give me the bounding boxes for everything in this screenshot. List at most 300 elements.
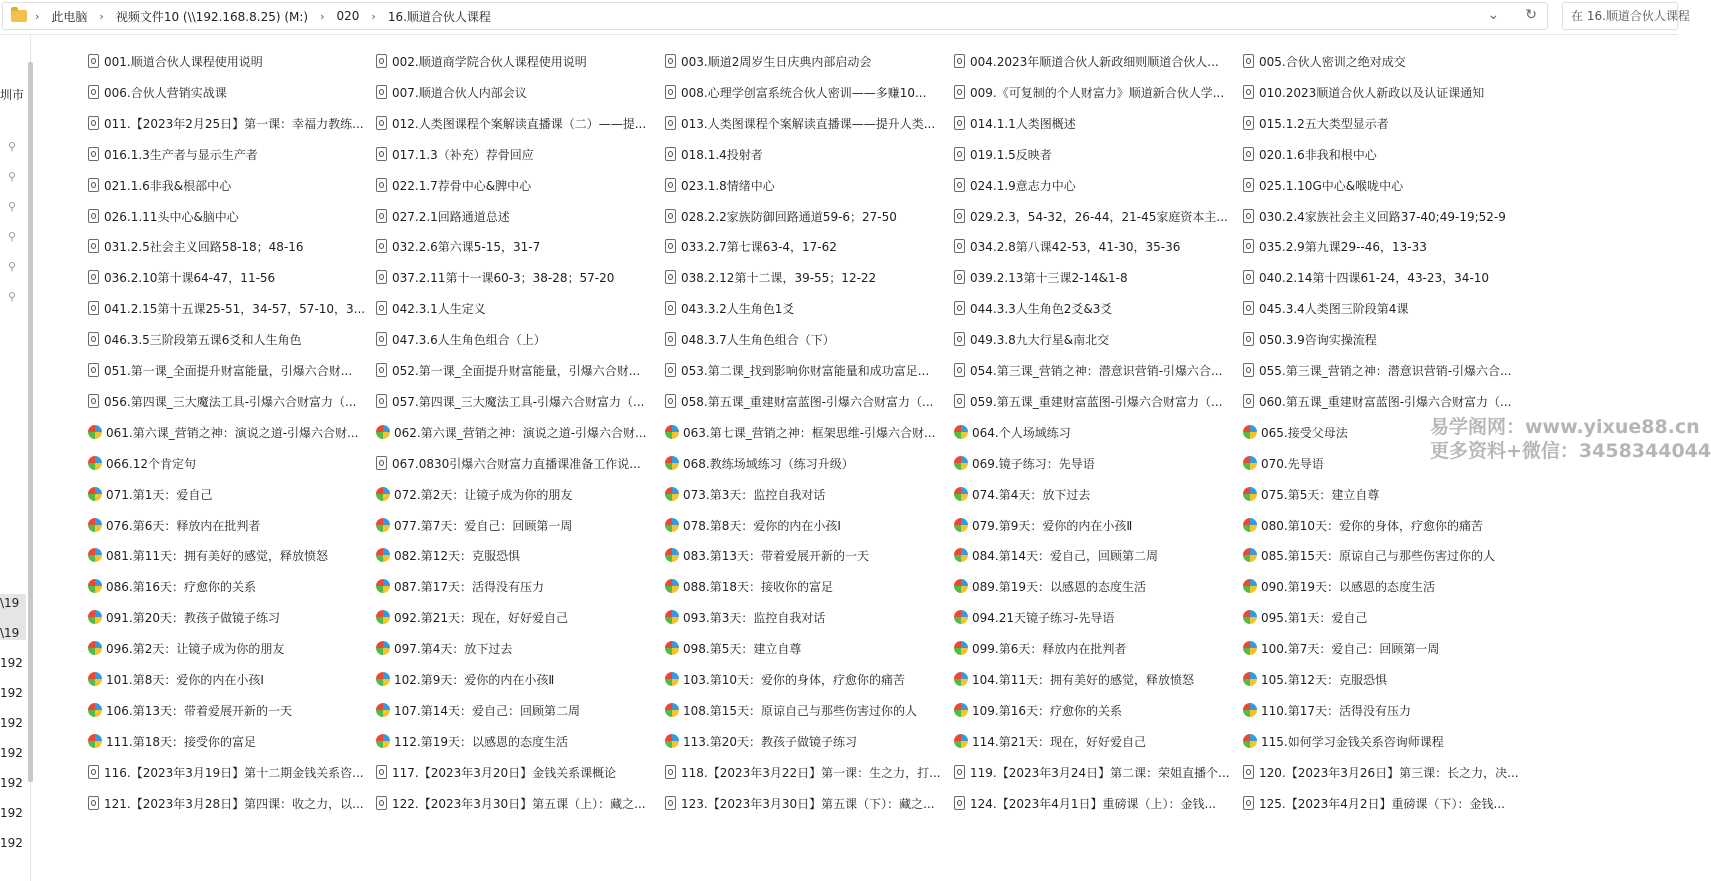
breadcrumb-network-drive[interactable]: 视频文件10 (\\192.168.8.25) (M:) xyxy=(115,9,309,24)
file-item[interactable] xyxy=(954,669,1194,689)
video-file-icon xyxy=(665,796,676,810)
file-name: 020.1.6非我和根中心 xyxy=(1259,147,1377,162)
video-file-icon xyxy=(1243,765,1254,779)
media-file-icon xyxy=(665,425,679,439)
file-item[interactable] xyxy=(665,576,833,596)
file-item[interactable] xyxy=(376,515,572,535)
file-name: 097.第4天：放下过去 xyxy=(394,641,513,656)
file-name: 027.2.1回路通道总述 xyxy=(392,209,510,224)
video-file-icon xyxy=(376,363,387,377)
file-item[interactable] xyxy=(376,113,646,133)
file-item[interactable] xyxy=(1243,175,1403,195)
file-name: 050.3.9咨询实操流程 xyxy=(1259,332,1377,347)
video-file-icon xyxy=(376,332,387,346)
file-item[interactable] xyxy=(1243,669,1387,689)
video-file-icon xyxy=(1243,85,1254,99)
file-item[interactable] xyxy=(88,669,264,689)
media-file-icon xyxy=(376,672,390,686)
video-file-icon xyxy=(954,116,965,130)
file-item[interactable] xyxy=(665,144,763,164)
file-item[interactable] xyxy=(665,298,794,318)
file-name: 015.1.2五大类型显示者 xyxy=(1259,116,1389,131)
file-name: 071.第1天：爱自己 xyxy=(106,487,213,502)
file-name: 116.【2023年3月19日】第十二期金钱关系咨... xyxy=(104,765,364,780)
file-name: 058.第五课_重建财富蓝图-引爆六合财富力（... xyxy=(681,394,934,409)
media-file-icon xyxy=(376,518,390,532)
file-item[interactable] xyxy=(665,113,935,133)
file-name: 017.1.3（补充）荐骨回应 xyxy=(392,147,534,162)
file-name: 082.第12天：克服恐惧 xyxy=(394,548,520,563)
file-item[interactable] xyxy=(954,638,1126,658)
file-name: 104.第11天：拥有美好的感觉，释放愤怒 xyxy=(972,672,1194,687)
file-item[interactable] xyxy=(1243,298,1408,318)
video-file-icon xyxy=(1243,239,1254,253)
file-item[interactable] xyxy=(376,545,520,565)
file-name: 059.第五课_重建财富蓝图-引爆六合财富力（... xyxy=(970,394,1223,409)
file-item[interactable] xyxy=(1243,793,1505,813)
file-item[interactable] xyxy=(88,515,260,535)
video-file-icon xyxy=(376,270,387,284)
file-item[interactable] xyxy=(1243,236,1427,256)
file-item[interactable] xyxy=(376,360,640,380)
file-name: 122.【2023年3月30日】第五课（上）：藏之... xyxy=(392,796,646,811)
media-file-icon xyxy=(88,518,102,532)
file-item[interactable] xyxy=(1243,113,1389,133)
file-item[interactable] xyxy=(88,51,263,71)
media-file-icon xyxy=(665,734,679,748)
file-name: 018.1.4投射者 xyxy=(681,147,763,162)
file-item[interactable] xyxy=(376,82,527,102)
file-name: 035.2.9第九课29--46，13-33 xyxy=(1259,239,1427,254)
search-input[interactable]: 在 16.顺道合伙人课程 xyxy=(1562,2,1678,30)
file-item[interactable] xyxy=(954,484,1090,504)
video-file-icon xyxy=(954,301,965,315)
file-name: 011.【2023年2月25日】第一课：幸福力教练... xyxy=(104,116,364,131)
file-name: 043.3.2人生角色1爻 xyxy=(681,301,795,316)
file-item[interactable] xyxy=(665,329,835,349)
file-item[interactable] xyxy=(665,422,936,442)
file-name: 042.3.1人生定义 xyxy=(392,301,486,316)
file-item[interactable] xyxy=(1243,607,1367,627)
nav-item[interactable]: \19 xyxy=(0,596,20,610)
pin-icon: ⚲ xyxy=(8,290,17,303)
file-name: 072.第2天：让镜子成为你的朋友 xyxy=(394,487,573,502)
file-item[interactable] xyxy=(665,267,876,287)
file-item[interactable] xyxy=(954,360,1223,380)
file-name: 033.2.7第七课63-4，17-62 xyxy=(681,239,837,254)
file-item[interactable] xyxy=(376,267,614,287)
file-item[interactable] xyxy=(376,638,512,658)
file-item[interactable] xyxy=(88,329,301,349)
file-item[interactable] xyxy=(954,731,1146,751)
video-file-icon xyxy=(88,301,99,315)
file-name: 019.1.5反映者 xyxy=(970,147,1052,162)
video-file-icon xyxy=(88,270,99,284)
media-file-icon xyxy=(1243,456,1257,470)
nav-item[interactable]: 192 xyxy=(0,776,23,790)
file-name: 053.第二课_找到影响你财富能量和成功富足... xyxy=(681,363,930,378)
file-item[interactable] xyxy=(954,391,1223,411)
video-file-icon xyxy=(1243,301,1254,315)
media-file-icon xyxy=(376,703,390,717)
media-file-icon xyxy=(376,579,390,593)
file-item[interactable] xyxy=(954,175,1076,195)
file-name: 083.第13天：带着爱展开新的一天 xyxy=(683,548,869,563)
file-name: 070.先导语 xyxy=(1261,456,1324,471)
file-name: 106.第13天：带着爱展开新的一天 xyxy=(106,703,292,718)
file-item[interactable] xyxy=(376,144,534,164)
file-item[interactable] xyxy=(88,731,256,751)
file-item[interactable] xyxy=(88,545,328,565)
nav-item[interactable]: 192 xyxy=(0,836,23,850)
media-file-icon xyxy=(88,672,102,686)
file-name: 086.第16天：疗愈你的关系 xyxy=(106,579,256,594)
file-item[interactable] xyxy=(88,422,359,442)
file-name: 091.第20天：教孩子做镜子练习 xyxy=(106,610,280,625)
file-name: 009.《可复制的个人财富力》顺道新合伙人学... xyxy=(970,85,1225,100)
file-item[interactable] xyxy=(954,236,1180,256)
video-file-icon xyxy=(376,394,387,408)
file-item[interactable] xyxy=(1243,453,1324,473)
file-item[interactable] xyxy=(665,391,934,411)
file-item[interactable] xyxy=(1243,51,1406,71)
file-name: 092.第21天：现在，好好爱自己 xyxy=(394,610,568,625)
file-item[interactable] xyxy=(376,206,510,226)
file-item[interactable] xyxy=(88,82,227,102)
file-name: 081.第11天：拥有美好的感觉，释放愤怒 xyxy=(106,548,328,563)
file-name: 051.第一课_全面提升财富能量，引爆六合财... xyxy=(104,363,353,378)
file-item[interactable] xyxy=(665,793,935,813)
file-item[interactable] xyxy=(1243,144,1377,164)
file-item[interactable] xyxy=(665,82,926,102)
file-name: 047.3.6人生角色组合（上） xyxy=(392,332,546,347)
file-item[interactable] xyxy=(376,422,647,442)
file-item[interactable] xyxy=(665,638,801,658)
file-item[interactable] xyxy=(376,762,616,782)
file-item[interactable] xyxy=(954,329,1109,349)
media-file-icon xyxy=(665,456,679,470)
file-item[interactable] xyxy=(88,206,239,226)
file-item[interactable] xyxy=(376,607,568,627)
file-item[interactable] xyxy=(665,51,871,71)
video-file-icon xyxy=(665,116,676,130)
file-item[interactable] xyxy=(88,236,304,256)
file-item[interactable] xyxy=(376,329,546,349)
file-item[interactable] xyxy=(88,391,357,411)
file-name: 008.心理学创富系统合伙人密训——多赚10... xyxy=(681,85,927,100)
file-item[interactable] xyxy=(376,731,568,751)
video-file-icon xyxy=(954,332,965,346)
media-file-icon xyxy=(88,703,102,717)
file-item[interactable] xyxy=(88,607,280,627)
file-item[interactable] xyxy=(954,144,1052,164)
file-name: 037.2.11第十一课60-3；38-28；57-20 xyxy=(392,270,615,285)
file-item[interactable] xyxy=(1243,329,1377,349)
video-file-icon xyxy=(376,178,387,192)
watermark-line-1: 易学阁网：www.yixue88.cn xyxy=(1430,416,1700,438)
file-item[interactable] xyxy=(1243,360,1512,380)
nav-item[interactable]: 192 xyxy=(0,806,23,820)
file-name: 111.第18天：接受你的富足 xyxy=(106,734,256,749)
media-file-icon xyxy=(665,672,679,686)
nav-item[interactable]: 192 xyxy=(0,686,23,700)
file-item[interactable] xyxy=(88,793,364,813)
file-item[interactable] xyxy=(1243,484,1379,504)
file-item[interactable] xyxy=(954,422,1071,442)
file-name: 103.第10天：爱你的身体，疗愈你的痛苦 xyxy=(683,672,905,687)
media-file-icon xyxy=(954,641,968,655)
video-file-icon xyxy=(1243,54,1254,68)
file-item[interactable] xyxy=(1243,731,1444,751)
media-file-icon xyxy=(88,610,102,624)
media-file-icon xyxy=(954,579,968,593)
file-item[interactable] xyxy=(376,484,572,504)
file-item[interactable] xyxy=(88,144,258,164)
file-item[interactable] xyxy=(665,762,941,782)
video-file-icon xyxy=(954,270,965,284)
navigation-pane xyxy=(0,36,31,881)
file-name: 029.2.3，54-32，26-44，21-45家庭资本主... xyxy=(970,209,1228,224)
media-file-icon xyxy=(1243,579,1257,593)
file-name: 065.接受父母法 xyxy=(1261,425,1348,440)
file-name: 003.顺道2周岁生日庆典内部启动会 xyxy=(681,54,872,69)
file-name: 044.3.3人生角色2爻&3爻 xyxy=(970,301,1113,316)
file-item[interactable] xyxy=(954,793,1216,813)
file-name: 078.第8天：爱你的内在小孩Ⅰ xyxy=(683,518,841,533)
nav-item[interactable]: \19 xyxy=(0,626,20,640)
file-name: 115.如何学习金钱关系咨询师课程 xyxy=(1261,734,1444,749)
media-file-icon xyxy=(954,425,968,439)
file-name: 117.【2023年3月20日】金钱关系课概论 xyxy=(392,765,617,780)
file-item[interactable] xyxy=(376,793,646,813)
nav-item[interactable]: 192 xyxy=(0,656,23,670)
video-file-icon xyxy=(88,363,99,377)
file-item[interactable] xyxy=(954,453,1095,473)
file-item[interactable] xyxy=(1243,391,1512,411)
media-file-icon xyxy=(954,672,968,686)
media-file-icon xyxy=(1243,548,1257,562)
file-item[interactable] xyxy=(954,113,1076,133)
file-item[interactable] xyxy=(665,545,869,565)
file-item[interactable] xyxy=(376,175,531,195)
file-item[interactable] xyxy=(954,267,1128,287)
file-item[interactable] xyxy=(88,700,292,720)
file-item[interactable] xyxy=(88,453,196,473)
file-item[interactable] xyxy=(954,607,1114,627)
file-item[interactable] xyxy=(665,453,854,473)
chevron-right-icon[interactable]: › xyxy=(99,9,104,23)
file-item[interactable] xyxy=(665,175,775,195)
video-file-icon xyxy=(88,765,99,779)
file-name: 048.3.7人生角色组合（下） xyxy=(681,332,835,347)
file-item[interactable] xyxy=(1243,545,1495,565)
video-file-icon xyxy=(954,239,965,253)
media-file-icon xyxy=(1243,518,1257,532)
file-name: 099.第6天：释放内在批判者 xyxy=(972,641,1127,656)
file-name: 075.第5天：建立自尊 xyxy=(1261,487,1380,502)
media-file-icon xyxy=(88,548,102,562)
media-file-icon xyxy=(88,734,102,748)
file-name: 006.合伙人营销实战课 xyxy=(104,85,227,100)
media-file-icon xyxy=(665,518,679,532)
file-item[interactable] xyxy=(376,391,645,411)
file-item[interactable] xyxy=(1243,267,1489,287)
nav-item[interactable]: 192 xyxy=(0,746,23,760)
watermark xyxy=(1430,415,1711,463)
media-file-icon xyxy=(376,548,390,562)
video-file-icon xyxy=(665,85,676,99)
file-name: 105.第12天：克服恐惧 xyxy=(1261,672,1387,687)
file-name: 013.人类图课程个案解读直播课——提升人类... xyxy=(681,116,936,131)
video-file-icon xyxy=(88,209,99,223)
file-name: 060.第五课_重建财富蓝图-引爆六合财富力（... xyxy=(1259,394,1512,409)
file-item[interactable] xyxy=(88,267,275,287)
nav-item[interactable]: 192 xyxy=(0,716,23,730)
video-file-icon xyxy=(88,147,99,161)
video-file-icon xyxy=(1243,147,1254,161)
nav-item[interactable]: 圳市 xyxy=(0,88,25,102)
file-item[interactable] xyxy=(88,576,256,596)
file-item[interactable] xyxy=(954,206,1228,226)
chevron-right-icon[interactable]: › xyxy=(320,9,325,23)
file-item[interactable] xyxy=(88,113,364,133)
video-file-icon xyxy=(88,116,99,130)
file-name: 024.1.9意志力中心 xyxy=(970,178,1076,193)
video-file-icon xyxy=(1243,394,1254,408)
file-item[interactable] xyxy=(954,82,1224,102)
file-name: 125.【2023年4月2日】重磅课（下）：金钱... xyxy=(1259,796,1505,811)
file-item[interactable] xyxy=(954,298,1112,318)
file-item[interactable] xyxy=(88,360,352,380)
file-item[interactable] xyxy=(665,607,825,627)
file-item[interactable] xyxy=(1243,422,1348,442)
file-name: 102.第9天：爱你的内在小孩Ⅱ xyxy=(394,672,555,687)
video-file-icon xyxy=(954,85,965,99)
file-item[interactable] xyxy=(376,453,641,473)
file-name: 056.第四课_三大魔法工具-引爆六合财富力（... xyxy=(104,394,357,409)
nav-scrollbar[interactable] xyxy=(28,62,33,782)
video-file-icon xyxy=(1243,270,1254,284)
file-name: 063.第七课_营销之神：框架思维-引爆六合财... xyxy=(683,425,936,440)
file-name: 045.3.4人类图三阶段第4课 xyxy=(1259,301,1409,316)
file-item[interactable] xyxy=(665,731,857,751)
video-file-icon xyxy=(88,85,99,99)
breadcrumb-folder-020[interactable]: 020 xyxy=(336,9,360,23)
media-file-icon xyxy=(665,579,679,593)
file-name: 121.【2023年3月28日】第四课：收之力，以... xyxy=(104,796,364,811)
address-bar[interactable] xyxy=(2,2,1548,30)
video-file-icon xyxy=(88,796,99,810)
file-item[interactable] xyxy=(88,175,231,195)
file-item[interactable] xyxy=(88,638,284,658)
file-name: 120.【2023年3月26日】第三课：长之力，决... xyxy=(1259,765,1519,780)
file-name: 067.0830引爆六合财富力直播课准备工作说... xyxy=(392,456,641,471)
file-item[interactable] xyxy=(954,545,1158,565)
file-item[interactable] xyxy=(954,515,1132,535)
media-file-icon xyxy=(954,734,968,748)
file-name: 080.第10天：爱你的身体，疗愈你的痛苦 xyxy=(1261,518,1483,533)
file-item[interactable] xyxy=(665,360,929,380)
file-item[interactable] xyxy=(954,576,1146,596)
file-item[interactable] xyxy=(954,700,1122,720)
file-name: 068.教练场域练习（练习升级） xyxy=(683,456,854,471)
file-name: 046.3.5三阶段第五课6爻和人生角色 xyxy=(104,332,302,347)
file-item[interactable] xyxy=(1243,762,1519,782)
media-file-icon xyxy=(1243,641,1257,655)
video-file-icon xyxy=(88,239,99,253)
video-file-icon xyxy=(665,270,676,284)
file-item[interactable] xyxy=(376,576,544,596)
file-item[interactable] xyxy=(954,762,1230,782)
video-file-icon xyxy=(376,209,387,223)
video-file-icon xyxy=(665,765,676,779)
file-item[interactable] xyxy=(665,236,837,256)
file-item[interactable] xyxy=(88,762,364,782)
video-file-icon xyxy=(954,394,965,408)
file-item[interactable] xyxy=(1243,638,1439,658)
media-file-icon xyxy=(665,487,679,501)
file-name: 025.1.10G中心&喉咙中心 xyxy=(1259,178,1404,193)
breadcrumb-current-folder[interactable]: 16.顺道合伙人课程 xyxy=(387,9,491,24)
video-file-icon xyxy=(954,209,965,223)
file-item[interactable] xyxy=(954,51,1219,71)
media-file-icon xyxy=(954,548,968,562)
file-name: 014.1.1人类图概述 xyxy=(970,116,1076,131)
video-file-icon xyxy=(88,394,99,408)
file-name: 022.1.7荐骨中心&脾中心 xyxy=(392,178,532,193)
file-item[interactable] xyxy=(376,236,540,256)
file-item[interactable] xyxy=(665,515,841,535)
file-name: 026.1.11头中心&脑中心 xyxy=(104,209,239,224)
file-item[interactable] xyxy=(665,206,897,226)
file-item[interactable] xyxy=(665,669,905,689)
file-item[interactable] xyxy=(1243,82,1484,102)
file-item[interactable] xyxy=(376,669,554,689)
chevron-right-icon[interactable]: › xyxy=(35,9,40,23)
file-item[interactable] xyxy=(1243,576,1435,596)
file-name: 093.第3天：监控自我对话 xyxy=(683,610,826,625)
file-item[interactable] xyxy=(1243,206,1506,226)
file-item[interactable] xyxy=(88,298,365,318)
file-name: 023.1.8情绪中心 xyxy=(681,178,775,193)
video-file-icon xyxy=(1243,116,1254,130)
chevron-down-icon[interactable]: ⌄ xyxy=(1487,7,1500,23)
file-item[interactable] xyxy=(88,484,212,504)
file-item[interactable] xyxy=(1243,700,1411,720)
video-file-icon xyxy=(954,147,965,161)
file-name: 055.第三课_营销之神：潜意识营销-引爆六合... xyxy=(1259,363,1512,378)
file-name: 077.第7天：爱自己：回顾第一周 xyxy=(394,518,573,533)
file-item[interactable] xyxy=(376,51,587,71)
file-name: 002.顺道商学院合伙人课程使用说明 xyxy=(392,54,587,69)
file-name: 074.第4天：放下过去 xyxy=(972,487,1091,502)
file-item[interactable] xyxy=(1243,515,1483,535)
file-name: 107.第14天：爱自己：回顾第二周 xyxy=(394,703,580,718)
refresh-icon[interactable]: ↻ xyxy=(1525,7,1537,23)
file-name: 036.2.10第十课64-47，11-56 xyxy=(104,270,276,285)
file-item[interactable] xyxy=(665,484,825,504)
file-item[interactable] xyxy=(376,298,486,318)
file-name: 096.第2天：让镜子成为你的朋友 xyxy=(106,641,285,656)
file-item[interactable] xyxy=(376,700,580,720)
file-name: 038.2.12第十二课，39-55；12-22 xyxy=(681,270,877,285)
breadcrumb-this-pc[interactable]: 此电脑 xyxy=(51,9,88,24)
file-item[interactable] xyxy=(665,700,917,720)
media-file-icon xyxy=(376,641,390,655)
chevron-right-icon[interactable]: › xyxy=(371,9,376,23)
pin-icon: ⚲ xyxy=(8,200,17,213)
video-file-icon xyxy=(954,178,965,192)
